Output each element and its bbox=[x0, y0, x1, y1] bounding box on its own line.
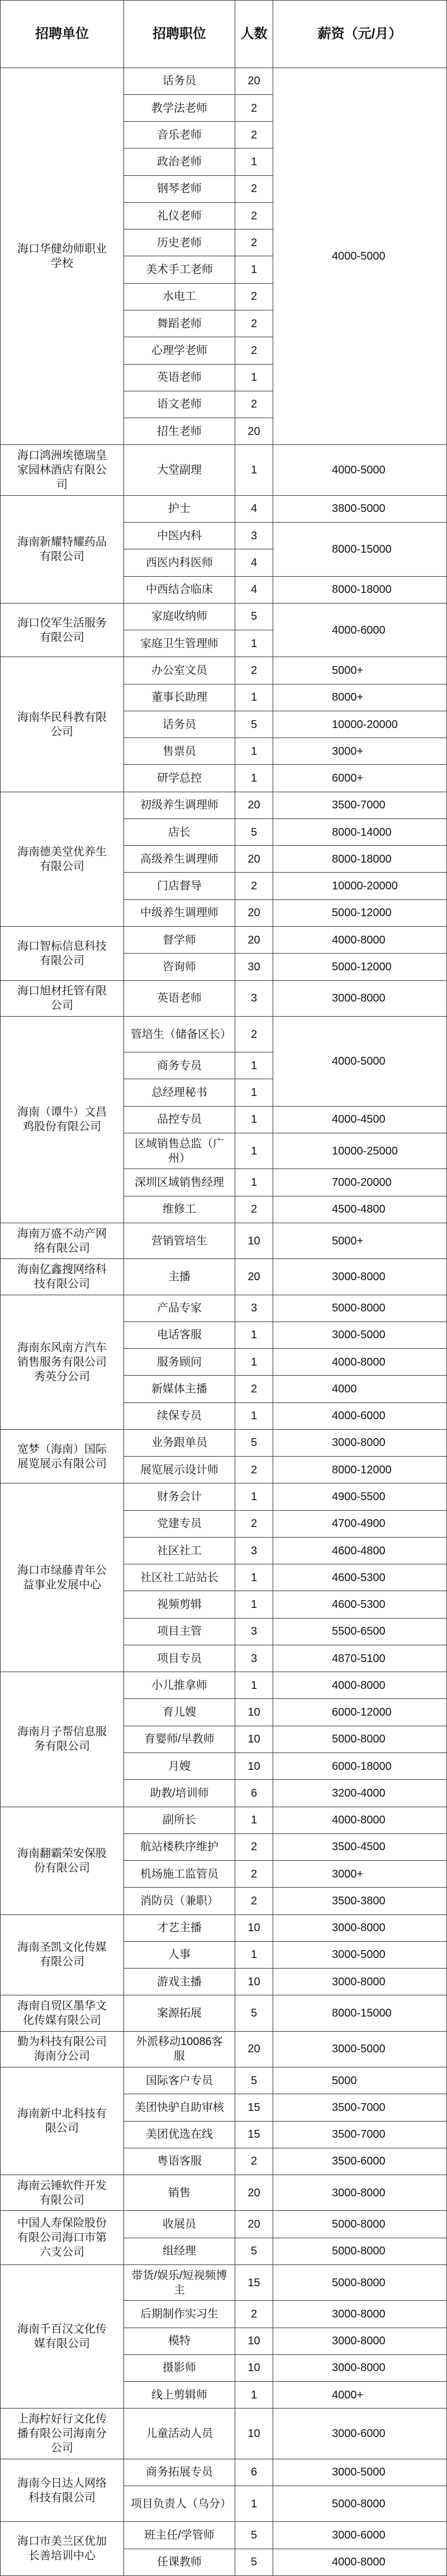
salary-range: 5500-6500 bbox=[273, 1619, 447, 1645]
salary-range: 3000-8000 bbox=[273, 2355, 447, 2382]
header-hiring-unit: 招聘单位 bbox=[1, 1, 124, 68]
position-title: 咨询师 bbox=[124, 954, 235, 980]
position-count: 1 bbox=[235, 1483, 273, 1510]
position-title: 护士 bbox=[124, 496, 235, 523]
position-title: 大堂副理 bbox=[124, 445, 235, 495]
salary-range: 4000-6000 bbox=[273, 604, 447, 658]
salary-range: 5000+ bbox=[273, 657, 447, 684]
position-title: 总经理秘书 bbox=[124, 1079, 235, 1106]
position-count: 2 bbox=[235, 2148, 273, 2175]
salary-range: 5000 bbox=[273, 2067, 447, 2094]
position-count: 2 bbox=[235, 391, 273, 418]
position-title: 主播 bbox=[124, 1259, 235, 1295]
position-title: 商务专员 bbox=[124, 1052, 235, 1079]
position-title: 督学师 bbox=[124, 927, 235, 954]
company-name: 海南（谭牛）文昌鸡股份有限公司 bbox=[1, 1017, 124, 1223]
company-name: 海南华民科教有限公司 bbox=[1, 657, 124, 792]
position-count: 2 bbox=[235, 176, 273, 203]
salary-range: 4000-6000 bbox=[273, 1403, 447, 1430]
position-title: 商务拓展专员 bbox=[124, 2459, 235, 2486]
position-count: 20 bbox=[235, 900, 273, 927]
position-count: 2 bbox=[235, 122, 273, 149]
position-title: 研学总控 bbox=[124, 765, 235, 792]
position-count: 20 bbox=[235, 2032, 273, 2067]
position-title: 游戏主播 bbox=[124, 1969, 235, 1995]
salary-range: 5000+ bbox=[273, 1223, 447, 1259]
position-count: 2 bbox=[235, 229, 273, 256]
position-title: 小儿推拿师 bbox=[124, 1672, 235, 1699]
company-name: 海南今日达人网络科技有限公司 bbox=[1, 2459, 124, 2522]
salary-range: 4900-5500 bbox=[273, 1483, 447, 1510]
position-title: 英语老师 bbox=[124, 365, 235, 391]
position-title: 音乐老师 bbox=[124, 122, 235, 149]
position-title: 项目负责人（乌分） bbox=[124, 2486, 235, 2522]
position-count: 2 bbox=[235, 1511, 273, 1538]
salary-range: 4000-8000 bbox=[273, 2549, 447, 2576]
position-title: 产品专家 bbox=[124, 1295, 235, 1322]
position-count: 3 bbox=[235, 1645, 273, 1672]
position-title: 国际客户专员 bbox=[124, 2067, 235, 2094]
salary-range: 3000-8000 bbox=[273, 1915, 447, 1942]
position-title: 初级养生调理师 bbox=[124, 792, 235, 819]
position-title: 高级养生调理师 bbox=[124, 846, 235, 873]
position-count: 2 bbox=[235, 657, 273, 684]
company-name: 海南月子帮信息服务有限公司 bbox=[1, 1672, 124, 1807]
position-count: 1 bbox=[235, 765, 273, 792]
company-name: 海南亿鑫搜网络科技有限公司 bbox=[1, 1259, 124, 1295]
position-count: 5 bbox=[235, 2067, 273, 2094]
salary-range: 5000-8000 bbox=[273, 1295, 447, 1322]
salary-range: 8000-18000 bbox=[273, 577, 447, 604]
salary-range: 4000-5000 bbox=[273, 1017, 447, 1107]
position-title: 项目专员 bbox=[124, 1645, 235, 1672]
salary-range: 3200-4000 bbox=[273, 1780, 447, 1807]
position-count: 3 bbox=[235, 1295, 273, 1322]
position-count: 15 bbox=[235, 2265, 273, 2301]
position-count: 1 bbox=[235, 1591, 273, 1618]
position-count: 4 bbox=[235, 577, 273, 604]
position-count: 1 bbox=[235, 1564, 273, 1591]
salary-range: 3000-6000 bbox=[273, 2522, 447, 2549]
position-title: 财务会计 bbox=[124, 1483, 235, 1510]
position-title: 门店督导 bbox=[124, 873, 235, 899]
position-count: 10 bbox=[235, 1699, 273, 1726]
position-count: 2 bbox=[235, 1834, 273, 1861]
salary-range: 4000-4500 bbox=[273, 1107, 447, 1133]
salary-range: 3000-8000 bbox=[273, 2301, 447, 2328]
position-title: 家庭卫生管理师 bbox=[124, 630, 235, 657]
salary-range: 3500-6000 bbox=[273, 2148, 447, 2175]
position-title: 育婴师/早教师 bbox=[124, 1726, 235, 1753]
salary-range: 8000+ bbox=[273, 684, 447, 711]
position-title: 美术手工老师 bbox=[124, 256, 235, 283]
position-count: 3 bbox=[235, 1538, 273, 1564]
company-name: 海南翻霸荣安保股份有限公司 bbox=[1, 1807, 124, 1915]
company-name: 中国人寿保险股份有限公司海口市第六支公司 bbox=[1, 2211, 124, 2265]
position-count: 2 bbox=[235, 1196, 273, 1223]
salary-range: 4600-4800 bbox=[273, 1538, 447, 1564]
company-name: 上海柠好行文化传播有限公司海南分公司 bbox=[1, 2409, 124, 2459]
position-count: 20 bbox=[235, 2175, 273, 2211]
salary-range: 3000-8000 bbox=[273, 1259, 447, 1295]
position-title: 社区社工 bbox=[124, 1538, 235, 1564]
salary-range: 4000-5000 bbox=[273, 68, 447, 446]
position-title: 展览展示设计师 bbox=[124, 1457, 235, 1483]
position-title: 销售 bbox=[124, 2175, 235, 2211]
position-count: 1 bbox=[235, 1133, 273, 1169]
company-name: 海南千百汉文化传媒有限公司 bbox=[1, 2265, 124, 2409]
salary-range: 4700-4900 bbox=[273, 1511, 447, 1538]
position-count: 2 bbox=[235, 284, 273, 310]
position-title: 话务员 bbox=[124, 711, 235, 738]
position-title: 才艺主播 bbox=[124, 1915, 235, 1942]
salary-range: 3000+ bbox=[273, 738, 447, 765]
salary-range: 5000-8000 bbox=[273, 2211, 447, 2238]
position-title: 美团优选在线 bbox=[124, 2122, 235, 2148]
position-count: 20 bbox=[235, 927, 273, 954]
position-count: 10 bbox=[235, 1753, 273, 1780]
position-title: 营销管培生 bbox=[124, 1223, 235, 1259]
position-count: 20 bbox=[235, 418, 273, 445]
position-count: 1 bbox=[235, 1672, 273, 1699]
company-name: 海口鸿洲埃德瑞皇家园林酒店有限公司 bbox=[1, 445, 124, 495]
header-salary: 薪资（元/月） bbox=[273, 1, 447, 68]
salary-range: 3500-7000 bbox=[273, 2094, 447, 2121]
position-count: 10 bbox=[235, 1915, 273, 1942]
salary-range: 10000-20000 bbox=[273, 711, 447, 738]
salary-range: 6000+ bbox=[273, 765, 447, 792]
position-title: 英语老师 bbox=[124, 981, 235, 1017]
position-title: 模特 bbox=[124, 2328, 235, 2355]
company-name: 海口华健幼师职业学校 bbox=[1, 68, 124, 446]
position-count: 5 bbox=[235, 819, 273, 846]
position-title: 班主任/学管师 bbox=[124, 2522, 235, 2549]
position-title: 中医内科 bbox=[124, 523, 235, 549]
position-count: 1 bbox=[235, 1807, 273, 1834]
position-count: 1 bbox=[235, 365, 273, 391]
position-count: 1 bbox=[235, 1107, 273, 1133]
position-title: 儿童活动人员 bbox=[124, 2409, 235, 2459]
salary-range: 8000-15000 bbox=[273, 523, 447, 577]
position-title: 中西结合临床 bbox=[124, 577, 235, 604]
position-title: 案源拓展 bbox=[124, 1995, 235, 2031]
position-count: 10 bbox=[235, 2409, 273, 2459]
salary-range: 4000+ bbox=[273, 2382, 447, 2409]
position-title: 董事长助理 bbox=[124, 684, 235, 711]
position-count: 1 bbox=[235, 1403, 273, 1430]
position-count: 1 bbox=[235, 1052, 273, 1079]
position-title: 话务员 bbox=[124, 68, 235, 95]
position-title: 中级养生调理师 bbox=[124, 900, 235, 927]
position-count: 10 bbox=[235, 2328, 273, 2355]
salary-range: 4600-5300 bbox=[273, 1591, 447, 1618]
salary-range: 4600-5300 bbox=[273, 1564, 447, 1591]
position-count: 2 bbox=[235, 873, 273, 899]
company-name: 海南云锤软件开发有限公司 bbox=[1, 2175, 124, 2211]
position-title: 办公室文员 bbox=[124, 657, 235, 684]
company-name: 海口智标信息科技有限公司 bbox=[1, 927, 124, 981]
position-count: 5 bbox=[235, 604, 273, 630]
position-count: 1 bbox=[235, 445, 273, 495]
position-title: 外派移动10086客服 bbox=[124, 2032, 235, 2067]
salary-range: 3000-8000 bbox=[273, 981, 447, 1017]
position-title: 育儿嫂 bbox=[124, 1699, 235, 1726]
position-count: 3 bbox=[235, 1619, 273, 1645]
position-count: 5 bbox=[235, 2549, 273, 2576]
position-title: 管培生（储备区长） bbox=[124, 1017, 235, 1052]
salary-range: 5000-8000 bbox=[273, 1726, 447, 1753]
position-title: 品控专员 bbox=[124, 1107, 235, 1133]
position-count: 2 bbox=[235, 1457, 273, 1483]
salary-range: 3500-7000 bbox=[273, 2122, 447, 2148]
salary-range: 7000-20000 bbox=[273, 1169, 447, 1196]
salary-range: 3500-7000 bbox=[273, 792, 447, 819]
position-count: 1 bbox=[235, 1322, 273, 1349]
position-count: 2 bbox=[235, 1376, 273, 1402]
position-title: 消防员（兼职） bbox=[124, 1888, 235, 1914]
salary-range: 3800-5000 bbox=[273, 496, 447, 523]
salary-range: 3000-8000 bbox=[273, 1969, 447, 1995]
position-count: 3 bbox=[235, 523, 273, 549]
position-count: 6 bbox=[235, 1780, 273, 1807]
position-title: 售票员 bbox=[124, 738, 235, 765]
position-title: 带货/娱乐/短视频博主 bbox=[124, 2265, 235, 2301]
salary-range: 4500-4800 bbox=[273, 1196, 447, 1223]
company-name: 海口旭材托管有限公司 bbox=[1, 981, 124, 1017]
position-count: 20 bbox=[235, 1259, 273, 1295]
position-count: 1 bbox=[235, 630, 273, 657]
salary-range: 8000-15000 bbox=[273, 1995, 447, 2031]
company-name: 海南自贸区墨华文化传媒有限公司 bbox=[1, 1995, 124, 2031]
position-title: 教学法老师 bbox=[124, 95, 235, 122]
position-title: 心理学老师 bbox=[124, 337, 235, 364]
salary-range: 6000-12000 bbox=[273, 1699, 447, 1726]
position-count: 2 bbox=[235, 337, 273, 364]
company-name: 海南新耀特耀药品有限公司 bbox=[1, 496, 124, 604]
position-title: 月嫂 bbox=[124, 1753, 235, 1780]
company-name: 海口市美兰区优加长善培训中心 bbox=[1, 2522, 124, 2576]
position-count: 10 bbox=[235, 1969, 273, 1995]
salary-range: 3000-5000 bbox=[273, 2459, 447, 2486]
position-title: 业务跟单员 bbox=[124, 1430, 235, 1457]
position-count: 2 bbox=[235, 2301, 273, 2328]
position-count: 5 bbox=[235, 711, 273, 738]
position-count: 1 bbox=[235, 256, 273, 283]
salary-range: 4000 bbox=[273, 1376, 447, 1402]
company-name: 宽梦（海南）国际展览展示有限公司 bbox=[1, 1430, 124, 1484]
position-title: 项目主管 bbox=[124, 1619, 235, 1645]
salary-range: 3000-5000 bbox=[273, 1942, 447, 1969]
salary-range: 3000-8000 bbox=[273, 1430, 447, 1457]
position-count: 1 bbox=[235, 1942, 273, 1969]
position-count: 15 bbox=[235, 2122, 273, 2148]
position-title: 招生老师 bbox=[124, 418, 235, 445]
position-title: 人事 bbox=[124, 1942, 235, 1969]
salary-range: 3000-6000 bbox=[273, 2409, 447, 2459]
position-count: 20 bbox=[235, 68, 273, 95]
position-title: 新媒体主播 bbox=[124, 1376, 235, 1402]
position-count: 5 bbox=[235, 2238, 273, 2265]
position-title: 续保专员 bbox=[124, 1403, 235, 1430]
position-count: 4 bbox=[235, 549, 273, 576]
position-count: 10 bbox=[235, 2355, 273, 2382]
salary-range: 5000-8000 bbox=[273, 2486, 447, 2522]
position-count: 2 bbox=[235, 1017, 273, 1052]
position-title: 收展员 bbox=[124, 2211, 235, 2238]
position-count: 5 bbox=[235, 2522, 273, 2549]
salary-range: 8000-14000 bbox=[273, 819, 447, 846]
position-count: 20 bbox=[235, 792, 273, 819]
salary-range: 4000-8000 bbox=[273, 1349, 447, 1376]
salary-range: 3000-8000 bbox=[273, 2175, 447, 2211]
position-title: 组经理 bbox=[124, 2238, 235, 2265]
position-count: 10 bbox=[235, 1223, 273, 1259]
salary-range: 5000-12000 bbox=[273, 900, 447, 927]
position-title: 粤语客服 bbox=[124, 2148, 235, 2175]
salary-range: 3000+ bbox=[273, 1861, 447, 1888]
position-title: 电话客服 bbox=[124, 1322, 235, 1349]
salary-range: 5000-8000 bbox=[273, 2265, 447, 2301]
position-count: 15 bbox=[235, 2094, 273, 2121]
position-title: 视频剪辑 bbox=[124, 1591, 235, 1618]
position-count: 2 bbox=[235, 203, 273, 229]
company-name: 海口市绿藤青年公益事业发展中心 bbox=[1, 1483, 124, 1672]
position-title: 机场施工监管员 bbox=[124, 1861, 235, 1888]
salary-range: 4000-8000 bbox=[273, 927, 447, 954]
company-name: 海口佼军生活服务有限公司 bbox=[1, 604, 124, 658]
position-title: 水电工 bbox=[124, 284, 235, 310]
salary-range: 3500-4500 bbox=[273, 1834, 447, 1861]
salary-range: 10000-20000 bbox=[273, 873, 447, 899]
position-count: 4 bbox=[235, 496, 273, 523]
position-title: 摄影师 bbox=[124, 2355, 235, 2382]
salary-range: 5000-8000 bbox=[273, 2238, 447, 2265]
position-count: 30 bbox=[235, 954, 273, 980]
salary-range: 8000-12000 bbox=[273, 1457, 447, 1483]
position-title: 社区社工站站长 bbox=[124, 1564, 235, 1591]
position-title: 任课教师 bbox=[124, 2549, 235, 2576]
position-count: 2 bbox=[235, 1888, 273, 1914]
company-name: 勤为科技有限公司海南分公司 bbox=[1, 2032, 124, 2067]
position-title: 线上剪辑师 bbox=[124, 2382, 235, 2409]
company-name: 海南东风南方汽车销售服务有限公司秀英分公司 bbox=[1, 1295, 124, 1430]
position-count: 2 bbox=[235, 310, 273, 337]
salary-range: 5000-12000 bbox=[273, 954, 447, 980]
position-title: 礼仪老师 bbox=[124, 203, 235, 229]
salary-range: 3000-5000 bbox=[273, 1322, 447, 1349]
position-title: 助教/培训师 bbox=[124, 1780, 235, 1807]
position-title: 店长 bbox=[124, 819, 235, 846]
position-title: 区域销售总监（广州） bbox=[124, 1133, 235, 1169]
header-position: 招聘职位 bbox=[124, 1, 235, 68]
position-count: 1 bbox=[235, 2382, 273, 2409]
position-count: 2 bbox=[235, 1861, 273, 1888]
header-headcount: 人数 bbox=[235, 1, 273, 68]
position-title: 家庭收纳师 bbox=[124, 604, 235, 630]
position-count: 20 bbox=[235, 846, 273, 873]
salary-range: 6000-18000 bbox=[273, 1753, 447, 1780]
position-count: 10 bbox=[235, 1726, 273, 1753]
position-count: 5 bbox=[235, 1995, 273, 2031]
position-count: 1 bbox=[235, 2486, 273, 2522]
salary-range: 4000-8000 bbox=[273, 1807, 447, 1834]
company-name: 海南新中北科技有限公司 bbox=[1, 2067, 124, 2175]
position-count: 1 bbox=[235, 1169, 273, 1196]
salary-range: 10000-25000 bbox=[273, 1133, 447, 1169]
position-title: 语文老师 bbox=[124, 391, 235, 418]
position-title: 副所长 bbox=[124, 1807, 235, 1834]
salary-range: 8000-18000 bbox=[273, 846, 447, 873]
position-title: 维修工 bbox=[124, 1196, 235, 1223]
position-title: 服务顾问 bbox=[124, 1349, 235, 1376]
position-count: 20 bbox=[235, 2211, 273, 2238]
company-name: 海南德美堂优养生有限公司 bbox=[1, 792, 124, 927]
position-title: 党建专员 bbox=[124, 1511, 235, 1538]
position-title: 后期制作实习生 bbox=[124, 2301, 235, 2328]
position-title: 舞蹈老师 bbox=[124, 310, 235, 337]
position-count: 2 bbox=[235, 95, 273, 122]
position-count: 1 bbox=[235, 1079, 273, 1106]
position-count: 1 bbox=[235, 738, 273, 765]
position-title: 西医内科医师 bbox=[124, 549, 235, 576]
salary-range: 3000-5000 bbox=[273, 2032, 447, 2067]
salary-range: 4000-5000 bbox=[273, 445, 447, 495]
position-count: 1 bbox=[235, 1349, 273, 1376]
position-title: 深圳区域销售经理 bbox=[124, 1169, 235, 1196]
position-title: 历史老师 bbox=[124, 229, 235, 256]
salary-range: 3500-3800 bbox=[273, 1888, 447, 1914]
position-title: 航站楼秩序维护 bbox=[124, 1834, 235, 1861]
company-name: 海南圣凯文化传媒有限公司 bbox=[1, 1915, 124, 1996]
position-count: 1 bbox=[235, 684, 273, 711]
position-title: 美团快驴自助审核 bbox=[124, 2094, 235, 2121]
salary-range: 4870-5100 bbox=[273, 1645, 447, 1672]
position-title: 钢琴老师 bbox=[124, 176, 235, 203]
position-count: 1 bbox=[235, 149, 273, 175]
salary-range: 3000-8000 bbox=[273, 2328, 447, 2355]
position-count: 3 bbox=[235, 981, 273, 1017]
company-name: 海南万盛不动产网络有限公司 bbox=[1, 1223, 124, 1259]
salary-range: 4000-8000 bbox=[273, 1672, 447, 1699]
position-count: 6 bbox=[235, 2459, 273, 2486]
position-count: 5 bbox=[235, 1430, 273, 1457]
position-title: 政治老师 bbox=[124, 149, 235, 175]
